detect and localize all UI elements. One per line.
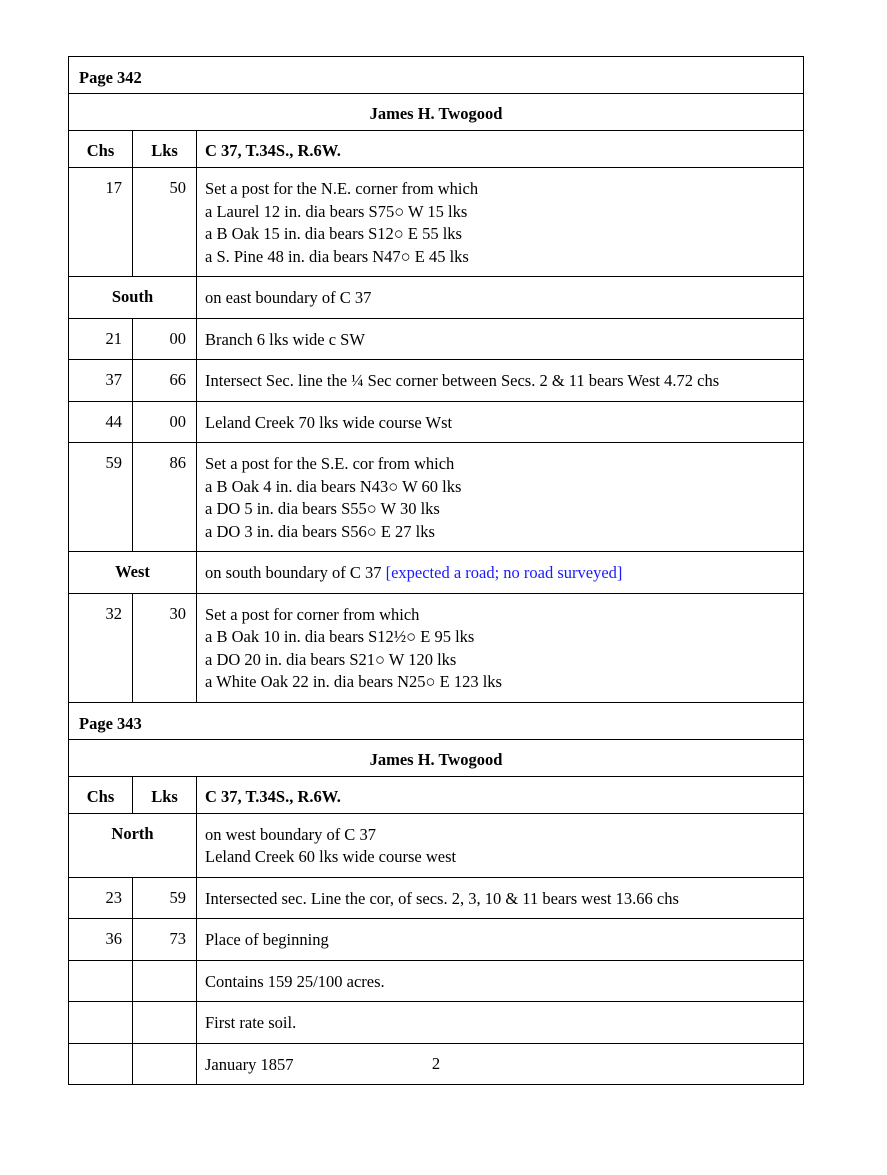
table-row — [69, 1002, 804, 1044]
lks-value: 50 — [133, 168, 197, 277]
surveyor-row — [69, 739, 804, 776]
lks-value — [133, 1002, 197, 1044]
column-header-row — [69, 131, 804, 168]
row-description — [197, 552, 804, 594]
description-line: a B Oak 15 in. dia bears S12○ E 55 lks — [205, 224, 462, 243]
chs-value — [69, 960, 133, 1002]
column-header-row — [69, 776, 804, 813]
chs-value: 44 — [69, 401, 133, 443]
description-line: a B Oak 10 in. dia bears S12½○ E 95 lks — [205, 627, 475, 646]
surveyor-name: James H. Twogood — [69, 739, 804, 776]
lks-value — [133, 960, 197, 1002]
row-description: January 1857 — [197, 1043, 804, 1085]
lks-value: 66 — [133, 360, 197, 402]
description-line: a B Oak 4 in. dia bears N43○ W 60 lks — [205, 476, 462, 496]
direction-label: South — [69, 277, 197, 319]
description-line: Intersected sec. Line the cor, of secs. 2, 3, 10 & 11 bears west 13.66 chs — [205, 888, 679, 908]
row-description: Contains 159 25/100 acres. — [197, 960, 804, 1002]
row-description — [197, 168, 804, 277]
description-line: Set a post for corner from which — [205, 604, 420, 624]
table-row — [69, 360, 804, 402]
lks-value: 00 — [133, 401, 197, 443]
claim-header: C 37, T.34S., R.6W. — [197, 776, 804, 813]
chs-value: 36 — [69, 919, 133, 961]
row-description — [197, 813, 804, 877]
direction-row — [69, 552, 804, 594]
table-row — [69, 401, 804, 443]
table-row — [69, 919, 804, 961]
page-header-row — [69, 702, 804, 739]
table-row — [69, 593, 804, 702]
lks-value: 30 — [133, 593, 197, 702]
table-row — [69, 318, 804, 360]
page-label: Page 343 — [69, 702, 804, 739]
page-number: 2 — [431, 1054, 441, 1073]
lks-value: 00 — [133, 318, 197, 360]
row-description: Branch 6 lks wide c SW — [197, 318, 804, 360]
chs-value: 37 — [69, 360, 133, 402]
chs-value: 23 — [69, 877, 133, 919]
description-line: a DO 5 in. dia bears S55○ W 30 lks — [205, 499, 440, 518]
description-line: Intersect Sec. line the ¼ Sec corner between Secs. 2 & 11 bears West 4.72 chs — [205, 371, 720, 390]
description-text: on south boundary of C 37 — [205, 563, 382, 582]
description-line: a Laurel 12 in. dia bears S75○ W 15 lks — [205, 201, 468, 221]
surveyor-name: James H. Twogood — [69, 94, 804, 131]
table-row — [69, 877, 804, 919]
table-row — [69, 443, 804, 552]
row-description: on east boundary of C 37 — [197, 277, 804, 319]
lks-value: 59 — [133, 877, 197, 919]
lks-value: 86 — [133, 443, 197, 552]
description-line: Set a post for the S.E. cor from which — [205, 454, 455, 473]
table-row — [69, 960, 804, 1002]
page-header-row — [69, 57, 804, 94]
row-description — [197, 360, 804, 402]
row-description — [197, 593, 804, 702]
row-description — [197, 443, 804, 552]
row-description: Place of beginning — [197, 919, 804, 961]
surveyor-row — [69, 94, 804, 131]
chs-value: 59 — [69, 443, 133, 552]
description-line: on west boundary of C 37 — [205, 824, 376, 844]
chs-value — [69, 1002, 133, 1044]
row-description: Leland Creek 70 lks wide course Wst — [197, 401, 804, 443]
lks-header: Lks — [133, 776, 197, 813]
description-line: a S. Pine 48 in. dia bears N47○ E 45 lks — [205, 246, 469, 266]
lks-value: 73 — [133, 919, 197, 961]
lks-header: Lks — [133, 131, 197, 168]
description-line: Set a post for the N.E. corner from which — [205, 179, 479, 198]
description-line: a DO 20 in. dia bears S21○ W 120 lks — [205, 649, 457, 669]
chs-value: 17 — [69, 168, 133, 277]
chs-header: Chs — [69, 131, 133, 168]
chs-header: Chs — [69, 776, 133, 813]
row-description — [197, 877, 804, 919]
direction-row — [69, 277, 804, 319]
survey-notes-table — [68, 56, 804, 1085]
chs-value: 32 — [69, 593, 133, 702]
chs-value: 21 — [69, 318, 133, 360]
description-line: Leland Creek 60 lks wide course west — [205, 847, 457, 866]
page-label: Page 342 — [69, 57, 804, 94]
description-line: a DO 3 in. dia bears S56○ E 27 lks — [205, 521, 435, 541]
row-description: First rate soil. — [197, 1002, 804, 1044]
direction-label: North — [69, 813, 197, 877]
editor-note: [expected a road; no road surveyed] — [385, 563, 623, 582]
description-line: a White Oak 22 in. dia bears N25○ E 123 lks — [205, 672, 502, 691]
direction-label: West — [69, 552, 197, 594]
table-row — [69, 168, 804, 277]
claim-header: C 37, T.34S., R.6W. — [197, 131, 804, 168]
direction-row — [69, 813, 804, 877]
